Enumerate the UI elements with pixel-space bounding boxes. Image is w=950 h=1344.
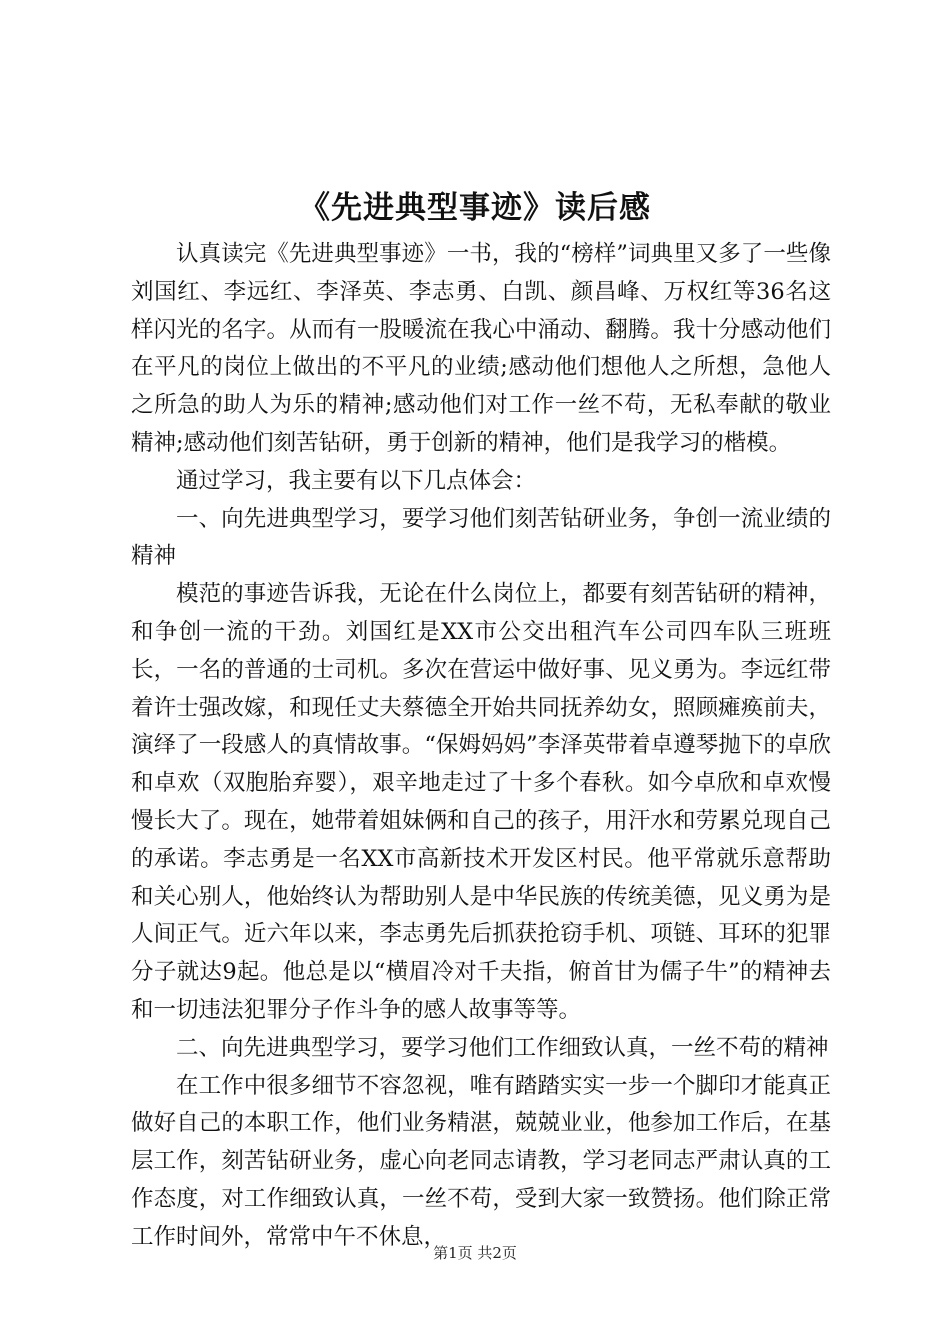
page-footer: 第1页 共2页: [433, 1244, 517, 1262]
section-heading: 二、向先进典型学习，要学习他们工作细致认真，一丝不苟的精神: [176, 1034, 829, 1061]
document-body: [131, 236, 831, 1257]
paragraph: 在工作中很多细节不容忽视，唯有踏踏实实一步一个脚印才能真正做好自己的本职工作，他们业务精湛，兢兢业业，他参加工作后，在基层工作，刻苦钻研业务，虚心向老同志请教，学习老同志严肃认真的工作态度，对工作细致认真，一丝不苟，受到大家一致赞扬。他们除正常工作时间外，常常中午不休息，: [131, 1072, 831, 1250]
paragraph: 认真读完《先进典型事迹》一书，我的“榜样”词典里又多了一些像刘国红、李远红、李泽英、李志勇、白凯、颜昌峰、万权红等36名这样闪光的名字。从而有一股暖流在我心中涌动、翻腾。我十分感动他们在平凡的岗位上做出的不平凡的业绩;感动他们想他人之所想，急他人之所急的助人为乐的精神;感动他们对工作一丝不苟，无私奉献的敬业精神;感动他们刻苦钻研，勇于创新的精神，他们是我学习的楷模。: [131, 241, 831, 456]
paragraph: 通过学习，我主要有以下几点体会：: [176, 467, 537, 494]
section-heading: 一、向先进典型学习，要学习他们刻苦钻研业务，争创一流业绩的精神: [131, 505, 831, 570]
paragraph: 模范的事迹告诉我，无论在什么岗位上，都要有刻苦钻研的精神，和争创一流的干劲。刘国红是XX市公交出租汽车公司四车队三班班长，一名的普通的士司机。多次在营运中做好事、见义勇为。李远红带着许士强改嫁，和现任丈夫蔡德全开始共同抚养幼女，照顾瘫痪前夫，演绎了一段感人的真情故事。“保姆妈妈”李泽英带着卓遵琴抛下的卓欣和卓欢（双胞胎弃婴），艰辛地走过了十多个春秋。如今卓欣和卓欢慢慢长大了。现在，她带着姐妹俩和自己的孩子，用汗水和劳累兑现自己的承诺。李志勇是一名XX市高新技术开发区村民。他平常就乐意帮助和关心别人，他始终认为帮助别人是中华民族的传统美德，见义勇为是人间正气。近六年以来，李志勇先后抓获抢窃手机、项链、耳环的犯罪分子就达9起。他总是以“横眉冷对千夫指，俯首甘为儒子牛”的精神去和一切违法犯罪分子作斗争的感人故事等等。: [131, 581, 831, 1023]
document-title: 《先进典型事迹》读后感: [299, 190, 651, 226]
